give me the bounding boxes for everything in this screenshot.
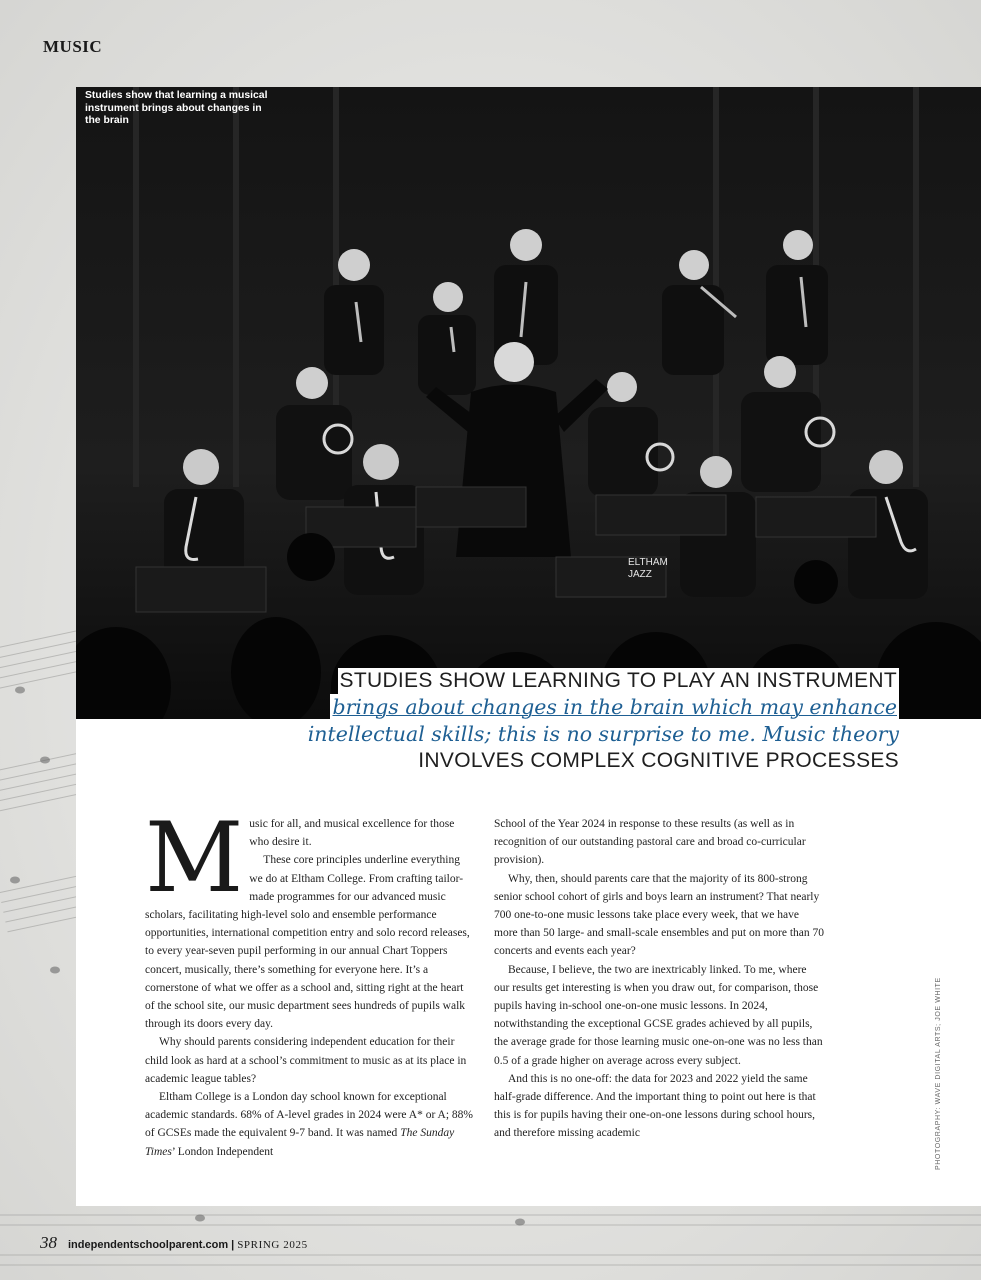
- paragraph: Eltham College is a London day school known for exceptional academic standards. 68% of A-level grades in 2024 were A* or A; 88% of GCSEs made the equivalent 9-7 band. It was named The Sunday Times’ London Independent: [145, 1091, 473, 1158]
- paragraph: Why, then, should parents care that the majority of its 800-strong senior school cohort of girls and boys learn an instrument? That nearly 700 one-to-one music lessons take place every week, that we have more than 50 large- and small-scale ensembles and put on more than 70 concerts and events each year?: [494, 872, 824, 958]
- pull-quote-line-4: INVOLVES COMPLEX COGNITIVE PROCESSES: [418, 749, 899, 772]
- stand-sign-eltham: ELTHAM: [628, 557, 668, 568]
- pull-quote: [259, 668, 899, 774]
- footer-separator: |: [231, 1239, 235, 1251]
- paragraph: These core principles underline everything we do at Eltham College. From crafting tailor-made programmes for our advanced music scholars, facilitating high-level solo and ensemble performance opportunities, international competition entry and solo record releases, to every year-seven pupil performing in our annual Chart Toppers concert, musically, there’s something for everyone here. It’s a cornerstone of what we offer as a school and, sitting right at the heart of the school site, our music department sees hundreds of pupils walk through its doors every day.: [145, 854, 470, 1031]
- photo-credit: PHOTOGRAPHY: WAVE DIGITAL ARTS; JOE WHITE: [935, 977, 942, 1170]
- paragraph: School of the Year 2024 in response to these results (as well as in recognition of our outstanding pastoral care and broad co-curricular provision).: [494, 818, 806, 867]
- paragraph: And this is no one-off: the data for 2023 and 2022 yield the same half-grade difference. And the important thing to point out here is that this is for pupils having their one-on-one lessons during school hours, and therefore missing academic: [494, 1072, 816, 1140]
- pull-quote-line-2: brings about changes in the brain which may enhance: [332, 695, 897, 719]
- pull-quote-line-1: STUDIES SHOW LEARNING TO PLAY AN INSTRUMENT: [339, 669, 897, 692]
- section-label: MUSIC: [43, 37, 103, 56]
- issue-label: SPRING 2025: [237, 1239, 308, 1251]
- pull-quote-line-3: intellectual skills; this is no surprise to me. Music theory: [307, 722, 899, 746]
- paragraph: Because, I believe, the two are inextricably linked. To me, where our results get interesting is when you draw out, for comparison, those pupils having in-school one-on-one music lessons. In 2024, notwithstanding the exceptional GCSE grades achieved by all pupils, the average grade for those learning music one-on-one was no less than 0.5 of a grade higher on average across every subject.: [494, 963, 823, 1067]
- photo-caption: Studies show that learning a musical instrument brings about changes in the brain: [85, 90, 268, 126]
- publication-name: The Sunday Times: [145, 1127, 455, 1158]
- website-link[interactable]: independentschoolparent.com: [68, 1239, 229, 1251]
- article-column-2: [494, 815, 824, 1143]
- stand-sign-jazz: JAZZ: [628, 569, 652, 580]
- page-number: 38: [40, 1233, 57, 1252]
- paragraph: Why should parents considering independent education for their child look as hard at a school’s commitment to music as at its place in academic league tables?: [145, 1036, 467, 1085]
- paragraph: usic for all, and musical excellence for those who desire it.: [249, 818, 455, 849]
- article-column-1: [145, 802, 475, 1161]
- drop-cap: M: [145, 802, 244, 914]
- concert-photo: [76, 87, 981, 719]
- page-footer: [40, 1233, 308, 1253]
